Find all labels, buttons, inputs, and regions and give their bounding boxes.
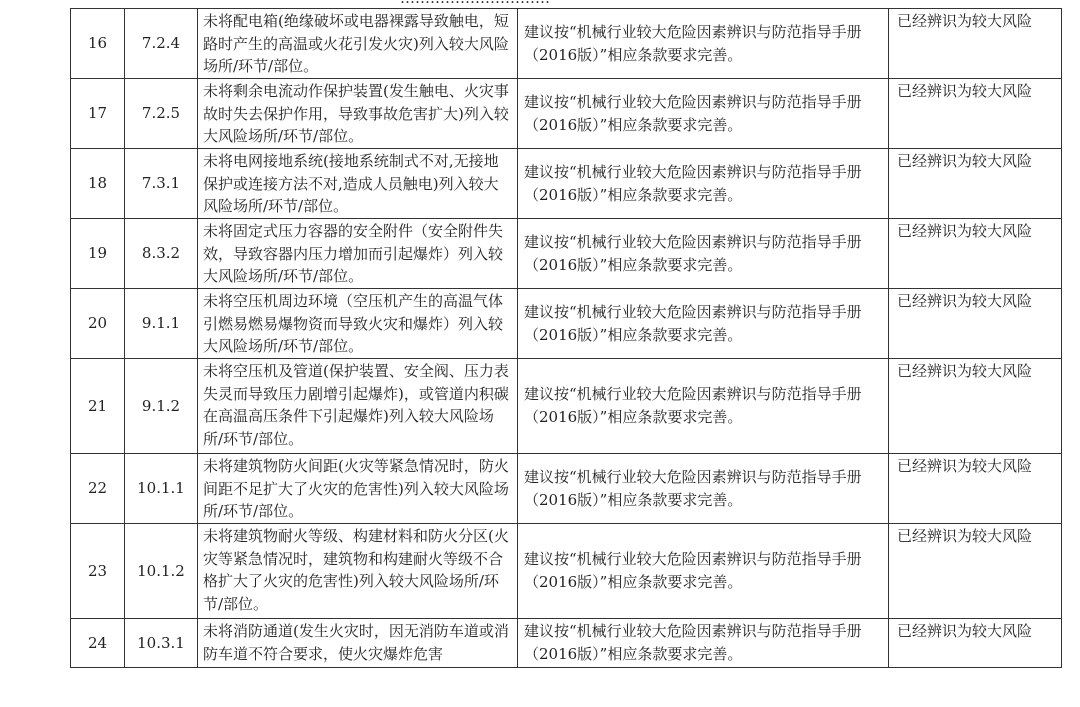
risk-table — [70, 8, 1062, 668]
clause-code: 9.1.2 — [125, 359, 198, 454]
table-row — [71, 454, 1062, 524]
clause-code: 10.1.1 — [125, 454, 198, 524]
clause-code: 7.3.1 — [125, 149, 198, 219]
issue-description: 未将电网接地系统(接地系统制式不对,无接地保护或连接方法不对,造成人员触电)列入较大风险场所/环节/部位。 — [198, 149, 518, 219]
suggestion: 建议按“机械行业较大危险因素辨识与防范指导手册（2016版）”相应条款要求完善。 — [518, 219, 889, 289]
header-fragment — [400, 0, 550, 7]
table-row — [71, 524, 1062, 619]
table-row — [71, 9, 1062, 79]
table-row — [71, 219, 1062, 289]
row-number: 20 — [71, 289, 125, 359]
issue-description: 未将配电箱(绝缘破坏或电器裸露导致触电，短路时产生的高温或火花引发火灾)列入较大风险场所/环节/部位。 — [198, 9, 518, 79]
issue-description: 未将建筑物防火间距(火灾等紧急情况时，防火间距不足扩大了火灾的危害性)列入较大风险场所/环节/部位。 — [198, 454, 518, 524]
suggestion: 建议按“机械行业较大危险因素辨识与防范指导手册（2016版）”相应条款要求完善。 — [518, 524, 889, 619]
issue-description: 未将剩余电流动作保护装置(发生触电、火灾事故时失去保护作用，导致事故危害扩大)列入较大风险场所/环节/部位。 — [198, 79, 518, 149]
table-row — [71, 79, 1062, 149]
status: 已经辨识为较大风险 — [889, 289, 1062, 359]
suggestion: 建议按“机械行业较大危险因素辨识与防范指导手册（2016版）”相应条款要求完善。 — [518, 289, 889, 359]
suggestion: 建议按“机械行业较大危险因素辨识与防范指导手册（2016版）”相应条款要求完善。 — [518, 359, 889, 454]
clause-code: 7.2.4 — [125, 9, 198, 79]
row-number: 16 — [71, 9, 125, 79]
cropped-header-text — [70, 0, 1020, 8]
table-row — [71, 149, 1062, 219]
issue-description: 未将空压机周边环境（空压机产生的高温气体引燃易燃易爆物资而导致火灾和爆炸）列入较大风险场所/环节/部位。 — [198, 289, 518, 359]
clause-code: 10.1.2 — [125, 524, 198, 619]
suggestion: 建议按“机械行业较大危险因素辨识与防范指导手册（2016版）”相应条款要求完善。 — [518, 79, 889, 149]
suggestion: 建议按“机械行业较大危险因素辨识与防范指导手册（2016版）”相应条款要求完善。 — [518, 454, 889, 524]
table-row — [71, 619, 1062, 668]
clause-code: 10.3.1 — [125, 619, 198, 668]
status: 已经辨识为较大风险 — [889, 219, 1062, 289]
row-number: 21 — [71, 359, 125, 454]
table-row — [71, 289, 1062, 359]
status: 已经辨识为较大风险 — [889, 359, 1062, 454]
status: 已经辨识为较大风险 — [889, 524, 1062, 619]
status: 已经辨识为较大风险 — [889, 9, 1062, 79]
suggestion: 建议按“机械行业较大危险因素辨识与防范指导手册（2016版）”相应条款要求完善。 — [518, 9, 889, 79]
status: 已经辨识为较大风险 — [889, 454, 1062, 524]
clause-code: 7.2.5 — [125, 79, 198, 149]
clause-code: 9.1.1 — [125, 289, 198, 359]
row-number: 18 — [71, 149, 125, 219]
suggestion: 建议按“机械行业较大危险因素辨识与防范指导手册（2016版）”相应条款要求完善。 — [518, 619, 889, 668]
row-number: 23 — [71, 524, 125, 619]
suggestion: 建议按“机械行业较大危险因素辨识与防范指导手册（2016版）”相应条款要求完善。 — [518, 149, 889, 219]
row-number: 19 — [71, 219, 125, 289]
issue-description: 未将固定式压力容器的安全附件（安全附件失效，导致容器内压力增加而引起爆炸）列入较大风险场所/环节/部位。 — [198, 219, 518, 289]
status: 已经辨识为较大风险 — [889, 149, 1062, 219]
issue-description: 未将建筑物耐火等级、构建材料和防火分区(火灾等紧急情况时，建筑物和构建耐火等级不合格扩大了火灾的危害性)列入较大风险场所/环节/部位。 — [198, 524, 518, 619]
row-number: 22 — [71, 454, 125, 524]
issue-description: 未将空压机及管道(保护装置、安全阀、压力表失灵而导致压力剧增引起爆炸)，或管道内积碳在高温高压条件下引起爆炸)列入较大风险场所/环节/部位。 — [198, 359, 518, 454]
table-row — [71, 359, 1062, 454]
row-number: 17 — [71, 79, 125, 149]
status: 已经辨识为较大风险 — [889, 619, 1062, 668]
clause-code: 8.3.2 — [125, 219, 198, 289]
status: 已经辨识为较大风险 — [889, 79, 1062, 149]
row-number: 24 — [71, 619, 125, 668]
issue-description: 未将消防通道(发生火灾时，因无消防车道或消防车道不符合要求，使火灾爆炸危害 — [198, 619, 518, 668]
